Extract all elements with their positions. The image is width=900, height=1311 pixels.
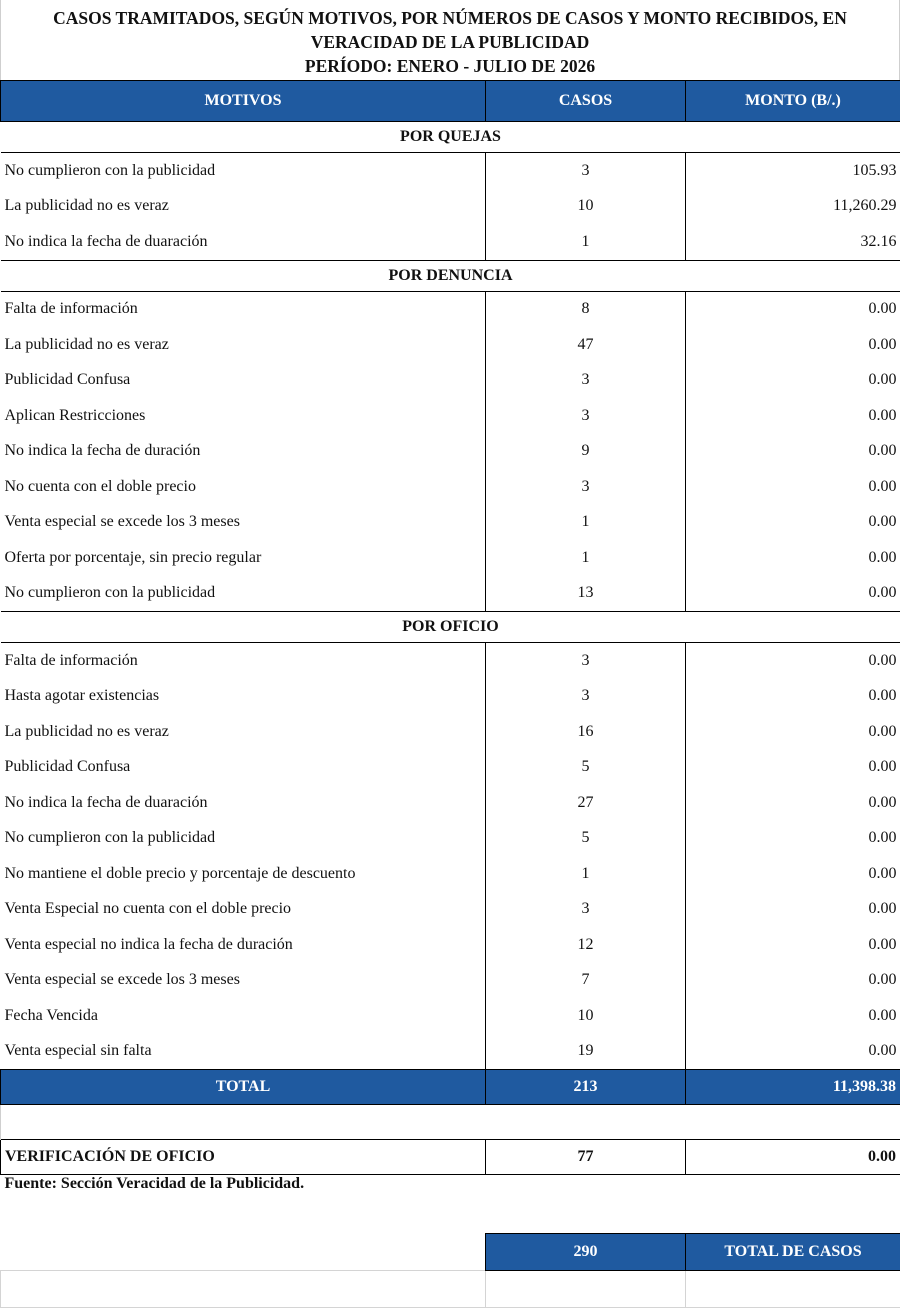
motivo-cell: Aplican Restricciones	[4, 406, 146, 424]
motivo-cell: La publicidad no es veraz	[4, 335, 169, 353]
section-title: POR QUEJAS	[1, 122, 900, 153]
motivo-cell: Oferta por porcentaje, sin precio regular	[4, 548, 262, 566]
casos-cell: 3	[486, 469, 686, 505]
motivo-cell: La publicidad no es veraz	[4, 722, 169, 740]
monto-cell: 0.00	[868, 584, 897, 602]
header-motivos: MOTIVOS	[1, 81, 486, 122]
casos-cell: 3	[486, 679, 686, 715]
casos-cell: 12	[486, 927, 686, 963]
table-row	[1, 469, 900, 505]
monto-cell: 0.00	[868, 864, 897, 882]
casos-cell: 9	[486, 434, 686, 470]
casos-cell: 8	[486, 291, 686, 327]
casos-cell: 1	[486, 505, 686, 541]
motivo-cell: Publicidad Confusa	[4, 371, 131, 389]
table-row	[1, 1034, 900, 1070]
verificacion-row	[1, 1140, 900, 1175]
table-row	[1, 576, 900, 612]
casos-cell: 7	[486, 963, 686, 999]
title-line-2: VERACIDAD DE LA PUBLICIDAD	[310, 32, 590, 52]
table-row	[1, 540, 900, 576]
header-monto: MONTO (B/.)	[686, 81, 900, 122]
table-row	[1, 856, 900, 892]
table-row	[1, 505, 900, 541]
table-header-row	[1, 81, 900, 122]
monto-cell: 0.00	[868, 793, 897, 811]
monto-cell: 0.00	[868, 722, 897, 740]
section-header-row	[1, 612, 900, 643]
monto-cell: 0.00	[868, 900, 897, 918]
table-row	[1, 434, 900, 470]
summary-casos: 290	[486, 1234, 686, 1271]
monto-cell: 32.16	[860, 232, 897, 250]
summary-row	[1, 1234, 900, 1271]
motivo-cell: Venta especial se excede los 3 meses	[4, 513, 240, 531]
report-title	[0, 0, 900, 80]
casos-cell: 19	[486, 1034, 686, 1070]
motivo-cell: No cumplieron con la publicidad	[4, 829, 216, 847]
monto-cell: 0.00	[868, 513, 897, 531]
monto-cell: 0.00	[868, 829, 897, 847]
spacer-row	[1, 1105, 900, 1140]
table-row	[1, 363, 900, 399]
total-label: TOTAL	[1, 1070, 486, 1105]
empty-grid-row	[1, 1271, 900, 1308]
section-title: POR DENUNCIA	[1, 260, 900, 291]
casos-cell: 10	[486, 998, 686, 1034]
monto-cell: 0.00	[868, 548, 897, 566]
title-period: PERÍODO: ENERO - JULIO DE 2026	[304, 56, 596, 76]
casos-cell: 16	[486, 714, 686, 750]
summary-label: TOTAL DE CASOS	[686, 1234, 900, 1271]
motivo-cell: No mantiene el doble precio y porcentaje de descuento	[4, 864, 356, 882]
monto-cell: 105.93	[852, 161, 897, 179]
casos-cell: 3	[486, 892, 686, 928]
table-row	[1, 963, 900, 999]
motivo-cell: Venta Especial no cuenta con el doble precio	[4, 900, 292, 918]
monto-cell: 0.00	[868, 1042, 897, 1060]
total-monto: 11,398.38	[686, 1070, 900, 1105]
motivo-cell: No cuenta con el doble precio	[4, 477, 196, 495]
casos-cell: 3	[486, 153, 686, 189]
section-header-row	[1, 260, 900, 291]
casos-cell: 3	[486, 363, 686, 399]
table-row	[1, 927, 900, 963]
monto-cell: 0.00	[868, 971, 897, 989]
total-casos: 213	[486, 1070, 686, 1105]
casos-cell: 5	[486, 821, 686, 857]
motivo-cell: Fecha Vencida	[4, 1006, 98, 1024]
table-row	[1, 892, 900, 928]
verificacion-casos: 77	[486, 1140, 686, 1175]
motivo-cell: No indica la fecha de duración	[4, 442, 201, 460]
motivo-cell: Falta de información	[4, 300, 138, 318]
table-row	[1, 750, 900, 786]
source-note: Fuente: Sección Veracidad de la Publicidad.	[4, 1175, 305, 1192]
casos-cell: 1	[486, 856, 686, 892]
monto-cell: 0.00	[868, 758, 897, 776]
motivo-cell: Hasta agotar existencias	[4, 687, 160, 705]
motivo-cell: Venta especial sin falta	[4, 1042, 152, 1060]
motivo-cell: No cumplieron con la publicidad	[4, 161, 216, 179]
verificacion-label: VERIFICACIÓN DE OFICIO	[1, 1140, 486, 1175]
monto-cell: 0.00	[868, 477, 897, 495]
table-row	[1, 714, 900, 750]
motivo-cell: Publicidad Confusa	[4, 758, 131, 776]
casos-cell: 3	[486, 398, 686, 434]
monto-cell: 0.00	[868, 300, 897, 318]
blank-row	[1, 1205, 900, 1234]
table-row	[1, 224, 900, 260]
motivo-cell: No indica la fecha de duaración	[4, 793, 208, 811]
monto-cell: 0.00	[868, 371, 897, 389]
monto-cell: 11,260.29	[833, 197, 897, 215]
section-title: POR OFICIO	[1, 612, 900, 643]
header-casos: CASOS	[486, 81, 686, 122]
table-row	[1, 189, 900, 225]
motivo-cell: Venta especial no indica la fecha de duración	[4, 935, 293, 953]
motivo-cell: Falta de información	[4, 651, 138, 669]
casos-cell: 27	[486, 785, 686, 821]
monto-cell: 0.00	[868, 1006, 897, 1024]
monto-cell: 0.00	[868, 651, 897, 669]
table-row	[1, 821, 900, 857]
table-row	[1, 785, 900, 821]
motivo-cell: Venta especial se excede los 3 meses	[4, 971, 240, 989]
monto-cell: 0.00	[868, 442, 897, 460]
motivo-cell: No indica la fecha de duaración	[4, 232, 208, 250]
casos-cell: 13	[486, 576, 686, 612]
casos-cell: 1	[486, 224, 686, 260]
table-row	[1, 998, 900, 1034]
casos-cell: 3	[486, 643, 686, 679]
title-line-1: CASOS TRAMITADOS, SEGÚN MOTIVOS, POR NÚMEROS DE CASOS Y MONTO RECIBIDOS, EN	[53, 8, 847, 28]
monto-cell: 0.00	[868, 406, 897, 424]
monto-cell: 0.00	[868, 935, 897, 953]
table-row	[1, 643, 900, 679]
fuente-row	[1, 1175, 900, 1206]
monto-cell: 0.00	[868, 687, 897, 705]
cases-table	[0, 80, 900, 1308]
table-row	[1, 327, 900, 363]
verificacion-monto: 0.00	[686, 1140, 900, 1175]
motivo-cell: No cumplieron con la publicidad	[4, 584, 216, 602]
casos-cell: 1	[486, 540, 686, 576]
total-row	[1, 1070, 900, 1105]
motivo-cell: La publicidad no es veraz	[4, 197, 169, 215]
casos-cell: 47	[486, 327, 686, 363]
casos-cell: 10	[486, 189, 686, 225]
table-footer	[1, 1070, 900, 1308]
table-row	[1, 291, 900, 327]
table-body	[1, 122, 900, 1070]
table-row	[1, 398, 900, 434]
monto-cell: 0.00	[868, 335, 897, 353]
table-row	[1, 679, 900, 715]
table-row	[1, 153, 900, 189]
casos-cell: 5	[486, 750, 686, 786]
section-header-row	[1, 122, 900, 153]
